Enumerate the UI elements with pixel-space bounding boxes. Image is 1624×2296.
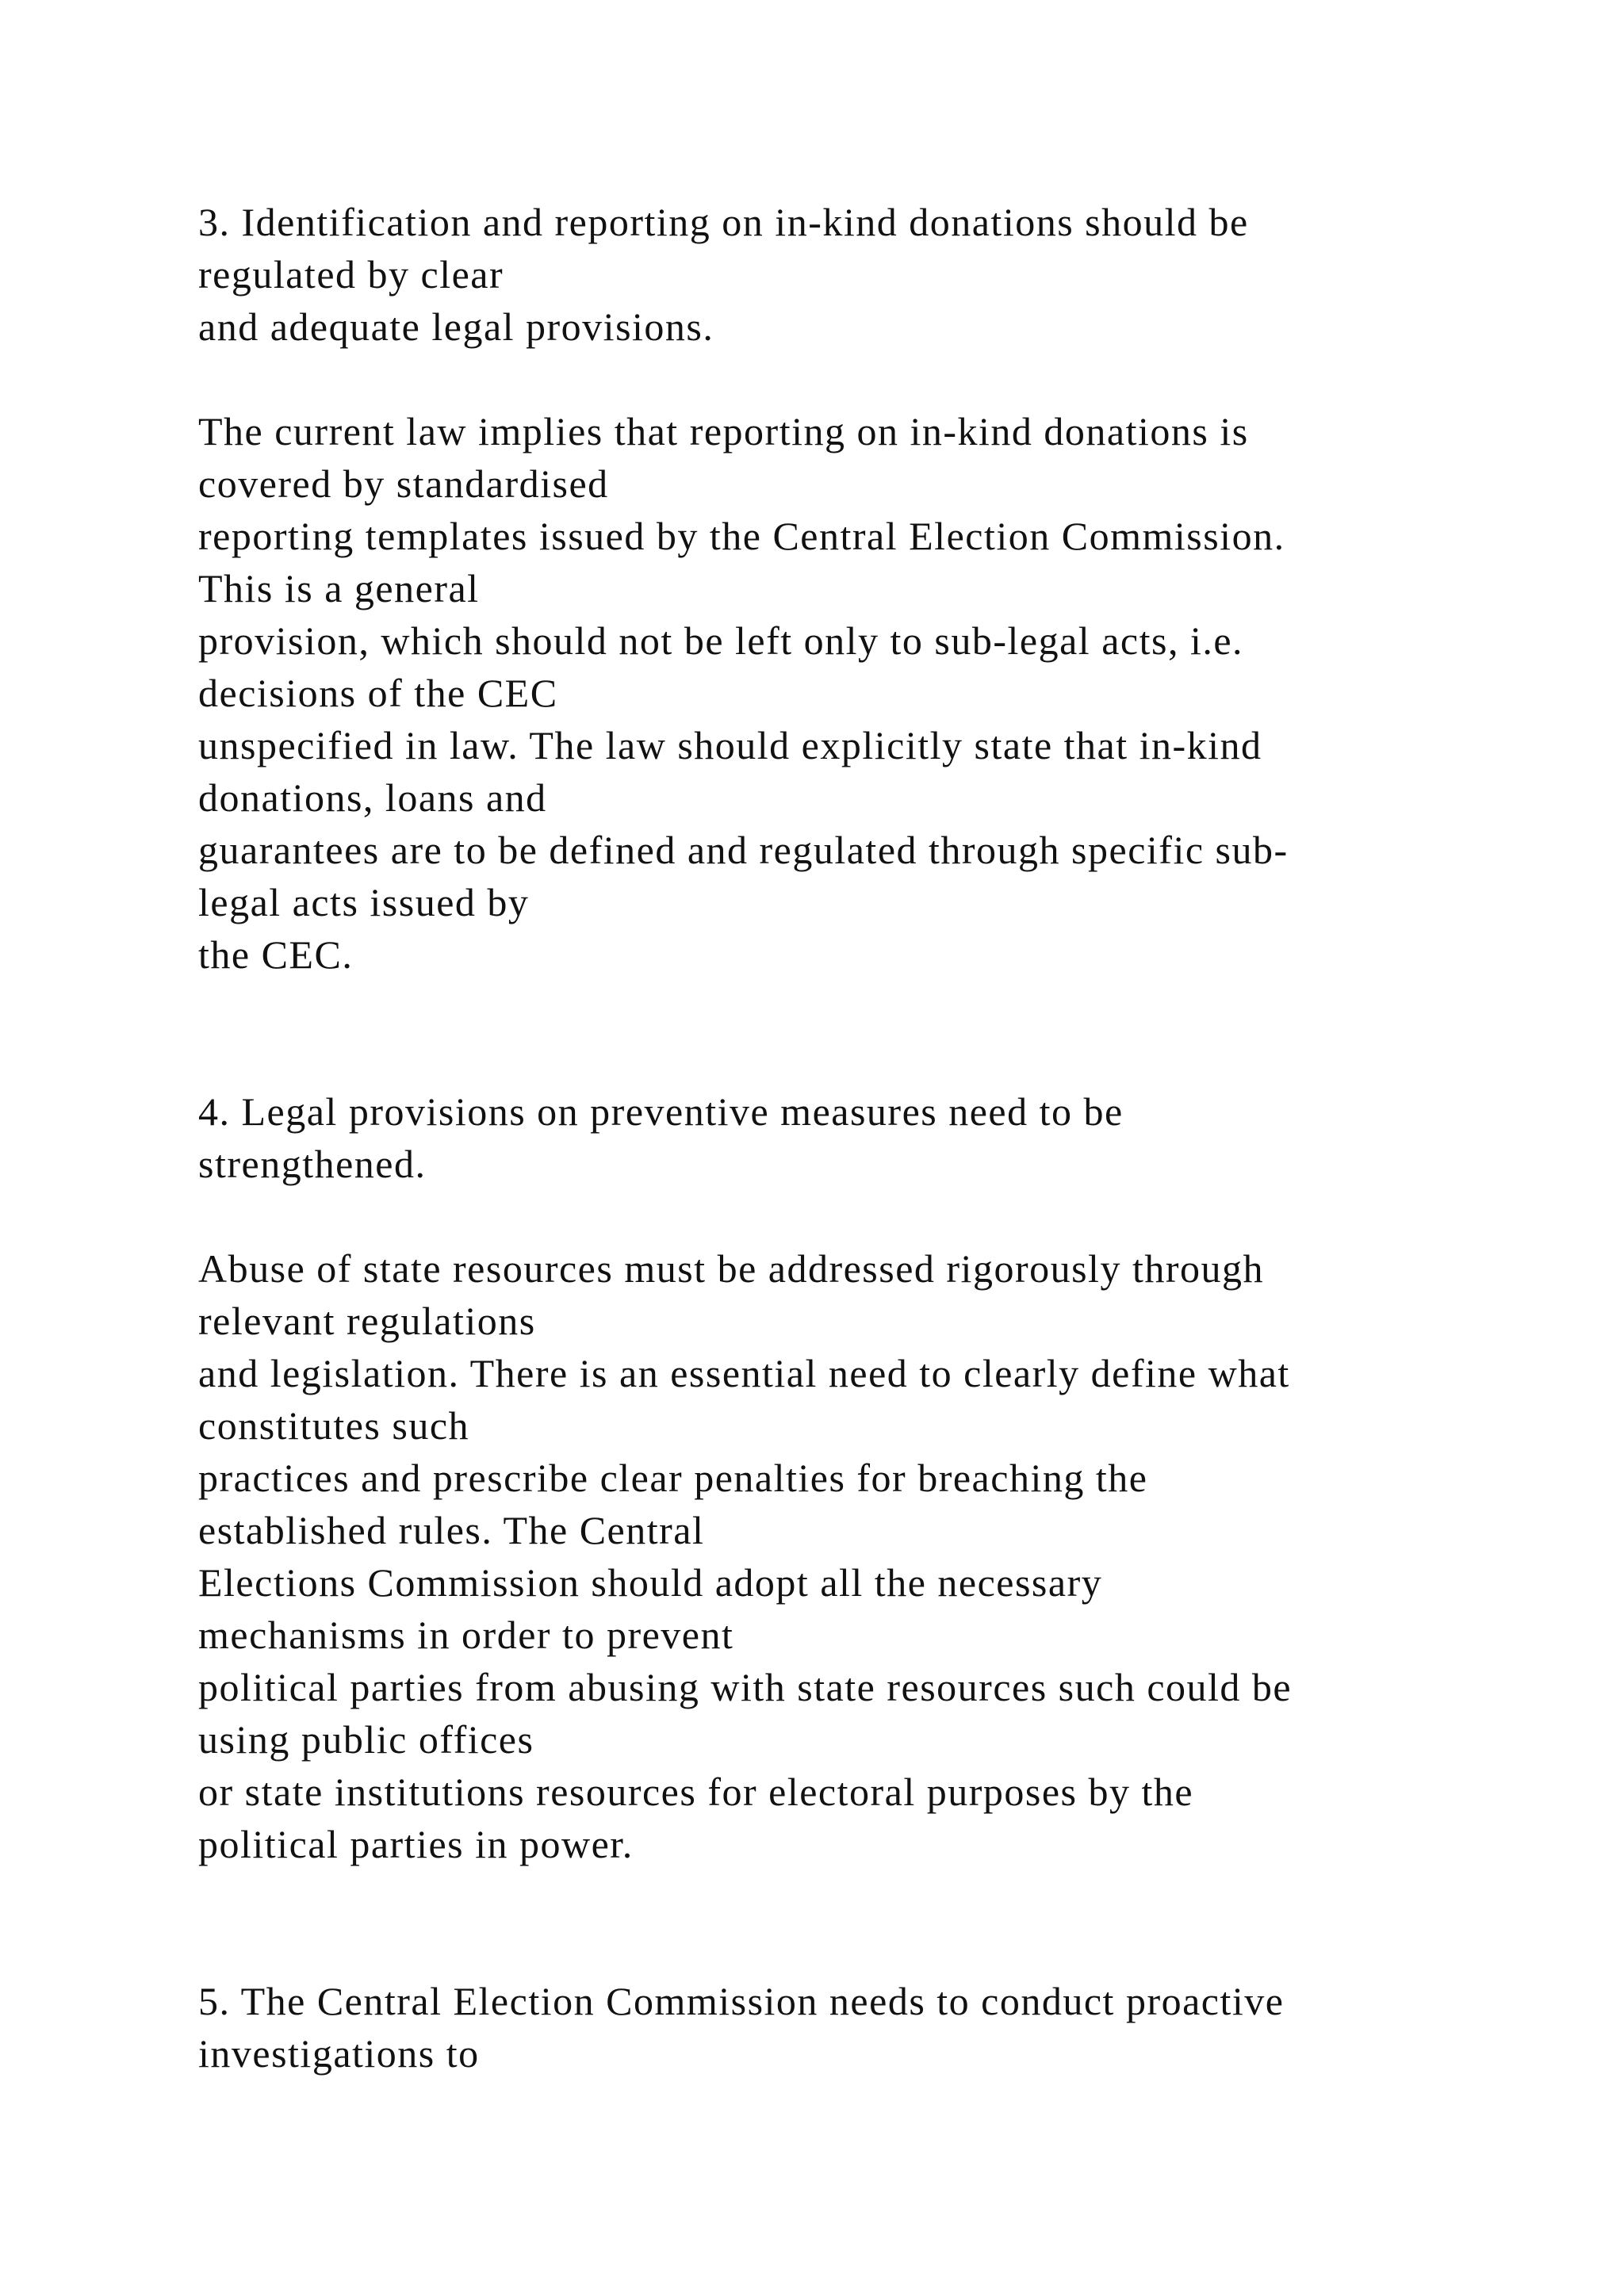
text-line: and adequate legal provisions. [198, 304, 714, 349]
text-line: 5. The Central Election Commission needs to conduct proactive [198, 1979, 1285, 2023]
section-5 [198, 1975, 1499, 2080]
text-line: the CEC. [198, 932, 354, 977]
text-line: provision, which should not be left only to sub-legal acts, i.e. [198, 618, 1244, 663]
section-spacer [198, 981, 1499, 1085]
text-line: regulated by clear [198, 252, 504, 297]
text-line: decisions of the CEC [198, 671, 558, 715]
text-line: constitutes such [198, 1403, 470, 1448]
text-line: or state institutions resources for electoral purposes by the [198, 1770, 1194, 1814]
text-line: guarantees are to be defined and regulated through specific sub- [198, 828, 1289, 872]
text-line: unspecified in law. The law should explicitly state that in-kind [198, 723, 1262, 767]
text-line: political parties from abusing with state resources such could be [198, 1665, 1293, 1709]
text-line: and legislation. There is an essential need to clearly define what [198, 1351, 1290, 1395]
text-line: mechanisms in order to prevent [198, 1613, 734, 1657]
section-3-heading [198, 196, 1499, 353]
text-line: covered by standardised [198, 461, 609, 506]
section-3 [198, 196, 1499, 981]
text-line: relevant regulations [198, 1299, 536, 1343]
text-line: investigations to [198, 2031, 480, 2076]
document-text [198, 196, 1499, 2080]
text-line: Abuse of state resources must be addressed rigorously through [198, 1246, 1264, 1291]
text-line: donations, loans and [198, 775, 547, 820]
text-line: political parties in power. [198, 1822, 634, 1866]
text-line: This is a general [198, 566, 480, 610]
text-line: established rules. The Central [198, 1508, 705, 1552]
section-spacer [198, 1870, 1499, 1975]
section-4 [198, 1085, 1499, 1870]
text-line: legal acts issued by [198, 880, 530, 924]
text-line: using public offices [198, 1717, 534, 1762]
section-3-body [198, 405, 1499, 981]
paragraph-spacer [198, 353, 1499, 405]
text-line: strengthened. [198, 1142, 427, 1186]
section-5-heading [198, 1975, 1499, 2080]
text-line: 3. Identification and reporting on in-kind donations should be [198, 200, 1249, 244]
paragraph-spacer [198, 1190, 1499, 1242]
text-line: reporting templates issued by the Central Election Commission. [198, 514, 1285, 558]
text-line: 4. Legal provisions on preventive measures need to be [198, 1089, 1124, 1134]
text-line: Elections Commission should adopt all the necessary [198, 1560, 1103, 1605]
text-line: practices and prescribe clear penalties for breaching the [198, 1456, 1148, 1500]
section-4-body [198, 1242, 1499, 1870]
section-4-heading [198, 1085, 1499, 1190]
text-line: The current law implies that reporting on in-kind donations is [198, 409, 1249, 453]
